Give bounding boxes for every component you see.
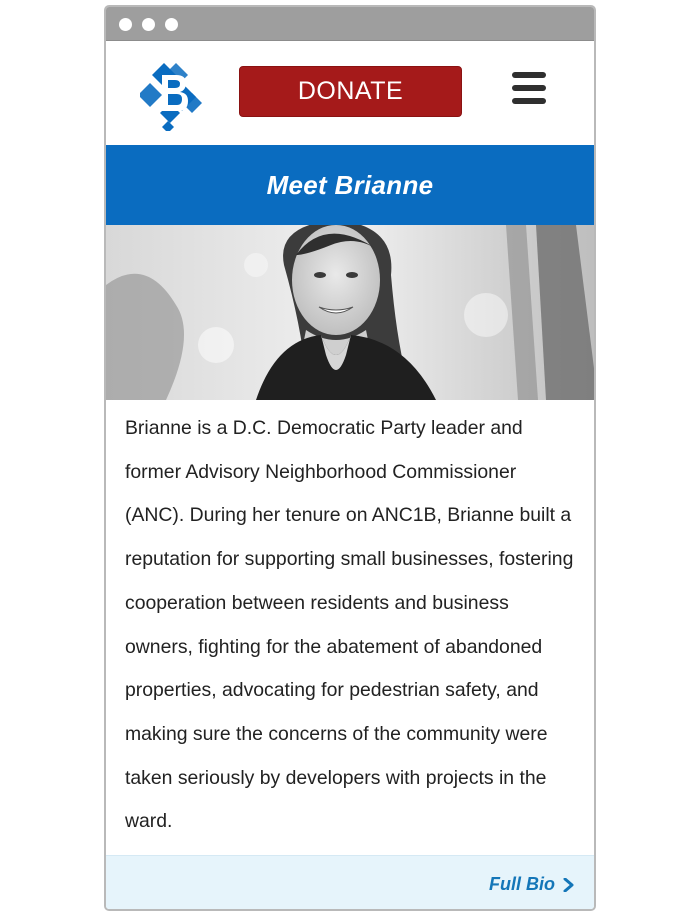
donate-button-label: DONATE — [297, 77, 404, 105]
b-diamond-logo-icon[interactable] — [140, 53, 206, 131]
site-header — [106, 41, 594, 145]
donate-button[interactable] — [239, 66, 462, 117]
window-dot-icon — [165, 18, 178, 31]
window-dot-icon — [119, 18, 132, 31]
bio-footer — [106, 855, 594, 911]
window-titlebar — [106, 7, 594, 41]
full-bio-link[interactable] — [489, 874, 574, 895]
menu-bar — [512, 72, 546, 78]
section-header — [106, 145, 594, 225]
hamburger-menu-icon[interactable] — [512, 70, 546, 108]
menu-bar — [512, 85, 546, 91]
browser-window — [104, 5, 596, 911]
section-title: Meet Brianne — [266, 169, 434, 200]
bio-text: Brianne is a D.C. Democratic Party leader and former Advisory Neighborhood Commissioner (ANC). During her tenure on ANC1B, Brianne built a reputation for supporting small businesses, fostering cooperation between residents and business owners, fighting for the abatement of abandoned properties, advocating for pedestrian safety, and making sure the concerns of the community were taken seriously by developers with projects in the ward. — [125, 417, 574, 833]
chevron-right-icon — [563, 878, 574, 892]
menu-bar — [512, 98, 546, 104]
window-dot-icon — [142, 18, 155, 31]
portrait-photo — [106, 225, 594, 400]
full-bio-label: Full Bio — [489, 874, 555, 894]
